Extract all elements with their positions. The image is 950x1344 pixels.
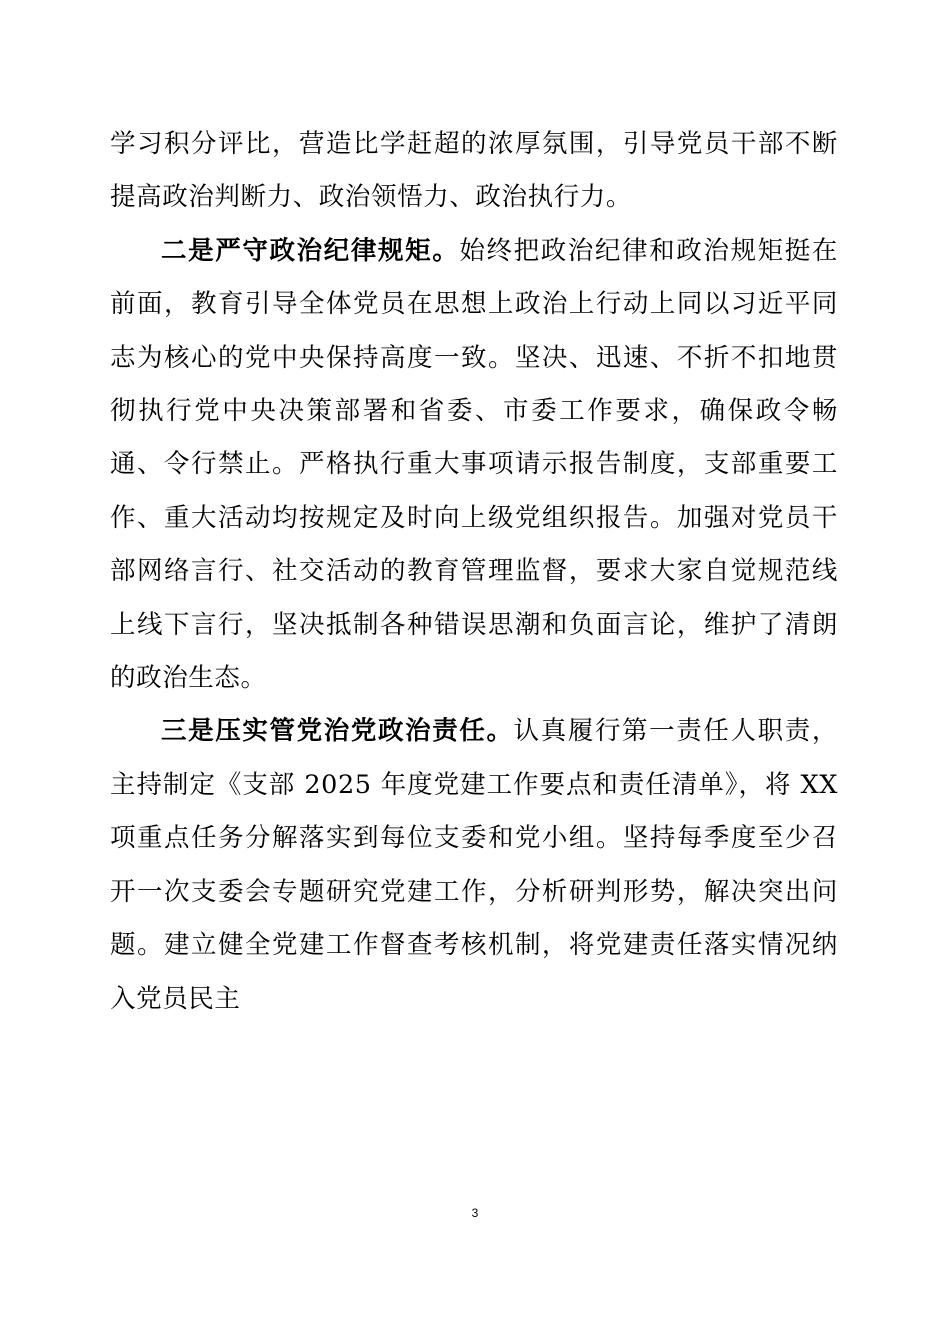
paragraph-continuation	[110, 118, 838, 225]
paragraph-political-discipline	[110, 225, 838, 706]
page-number: 3	[471, 1206, 479, 1220]
paragraph-lead-heading: 二是严守政治纪律规矩。	[161, 235, 460, 266]
paragraph-party-responsibility	[110, 705, 838, 1025]
paragraph-text: 认真履行第一责任人职责，主持制定《支部 2025 年度党建工作要点和责任清单》，将 XX 项重点任务分解落实到每位支委和党小组。坚持每季度至少召开一次支委会专题研究党建工作，分析研判形势，解决突出问题。建立健全党建工作督查考核机制，将党建责任落实情况纳入党员民主	[110, 716, 839, 1014]
paragraph-text: 学习积分评比，营造比学赶超的浓厚氛围，引导党员干部不断提高政治判断力、政治领悟力、政治执行力。	[110, 129, 838, 213]
paragraph-lead-heading: 三是压实管党治党政治责任。	[161, 716, 514, 747]
document-body	[110, 118, 838, 1026]
paragraph-text: 始终把政治纪律和政治规矩挺在前面，教育引导全体党员在思想上政治上行动上同以习近平同志为核心的党中央保持高度一致。坚决、迅速、不折不扣地贯彻执行党中央决策部署和省委、市委工作要求，确保政令畅通、令行禁止。严格执行重大事项请示报告制度，支部重要工作、重大活动均按规定及时向上级党组织报告。加强对党员干部网络言行、社交活动的教育管理监督，要求大家自觉规范线上线下言行，坚决抵制各种错误思潮和负面言论，维护了清朗的政治生态。	[110, 235, 838, 694]
